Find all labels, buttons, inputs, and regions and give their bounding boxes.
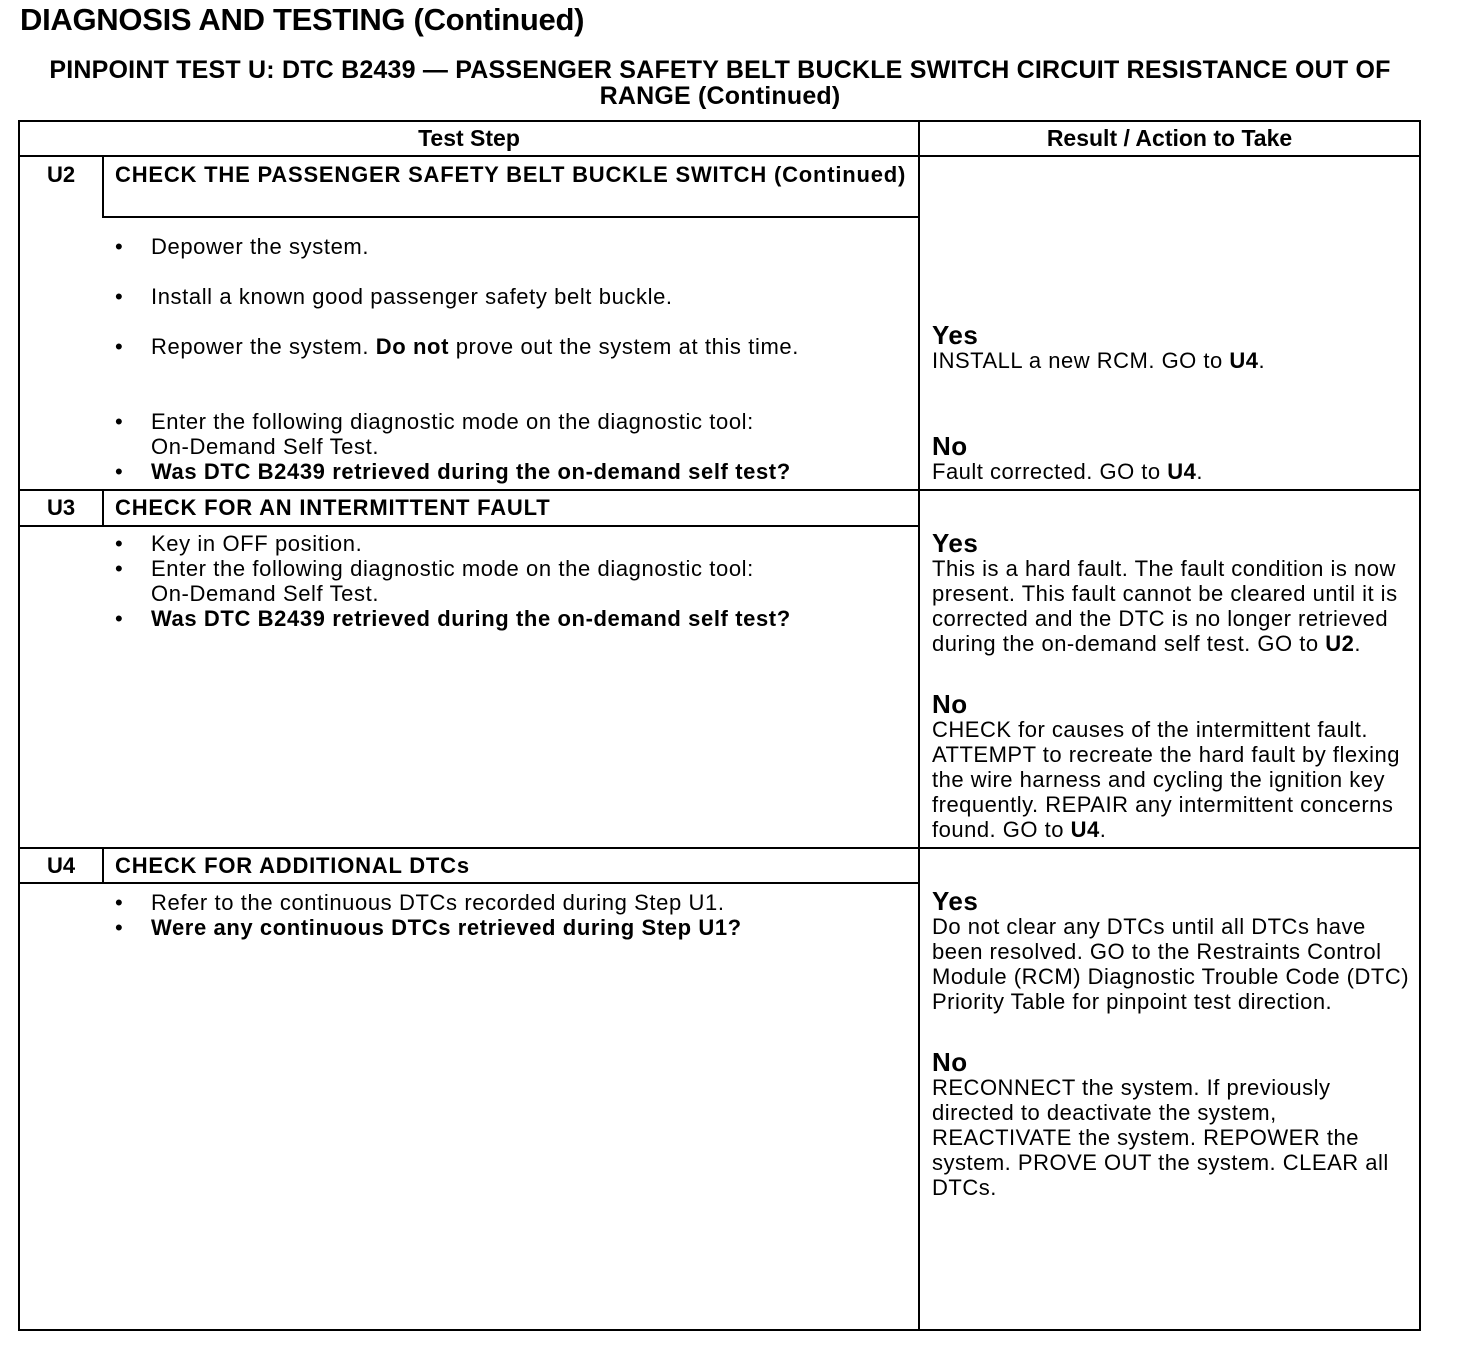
list-item-question: • Were any continuous DTCs retrieved during Step U1? — [115, 915, 742, 940]
result-yes-u2: Yes INSTALL a new RCM. GO to U4. — [932, 320, 1266, 373]
result-yes-u4: Yes Do not clear any DTCs until all DTCs have been resolved. GO to the Restraints Control Module (RCM) Diagnostic Trouble Code (DTC) Priority Table for pinpoint test direction. — [932, 886, 1410, 1014]
list-item-question: • Was DTC B2439 retrieved during the on-demand self test? — [115, 459, 791, 484]
pinpoint-test-title: PINPOINT TEST U: DTC B2439 — PASSENGER SAFETY BELT BUCKLE SWITCH CIRCUIT RESISTANCE OUT OF RANGE (Continued) — [49, 56, 1391, 110]
list-item: • Refer to the continuous DTCs recorded during Step U1. — [115, 890, 725, 915]
list-item: • Depower the system. — [115, 234, 370, 259]
step-id-u2: U2 — [46, 162, 76, 187]
page-title: DIAGNOSIS AND TESTING (Continued) — [20, 2, 585, 37]
step-id-u4: U4 — [46, 853, 76, 878]
result-no-u3: No CHECK for causes of the intermittent fault. ATTEMPT to recreate the hard fault by flexing the wire harness and cycling the ignition key frequently. REPAIR any intermittent concerns found. GO to U4. — [932, 689, 1400, 842]
result-no-u2: No Fault corrected. GO to U4. — [932, 431, 1203, 484]
list-item: • Enter the following diagnostic mode on the diagnostic tool: On-Demand Self Test. — [115, 556, 754, 606]
result-no-u4: No RECONNECT the system. If previously directed to deactivate the system, REACTIVATE the system. REPOWER the system. PROVE OUT the system. CLEAR all DTCs. — [932, 1047, 1389, 1200]
list-item: • Key in OFF position. — [115, 531, 363, 556]
list-item: • Enter the following diagnostic mode on the diagnostic tool: On-Demand Self Test. — [115, 409, 754, 459]
header-test-step: Test Step — [418, 125, 520, 151]
list-item: • Repower the system. Do not prove out the system at this time. — [115, 334, 799, 359]
step-title-u2: CHECK THE PASSENGER SAFETY BELT BUCKLE SWITCH (Continued) — [115, 162, 907, 187]
result-yes-u3: Yes This is a hard fault. The fault condition is now present. This fault cannot be cleared until it is corrected and the DTC is no longer retrieved during the on-demand self test. GO to U2. — [932, 528, 1398, 656]
list-item-question: • Was DTC B2439 retrieved during the on-demand self test? — [115, 606, 791, 631]
step-title-u3: CHECK FOR AN INTERMITTENT FAULT — [115, 495, 551, 520]
list-item: • Install a known good passenger safety belt buckle. — [115, 284, 673, 309]
step-title-u4: CHECK FOR ADDITIONAL DTCs — [115, 853, 470, 878]
step-id-u3: U3 — [46, 495, 76, 520]
header-result-action: Result / Action to Take — [1046, 125, 1293, 151]
